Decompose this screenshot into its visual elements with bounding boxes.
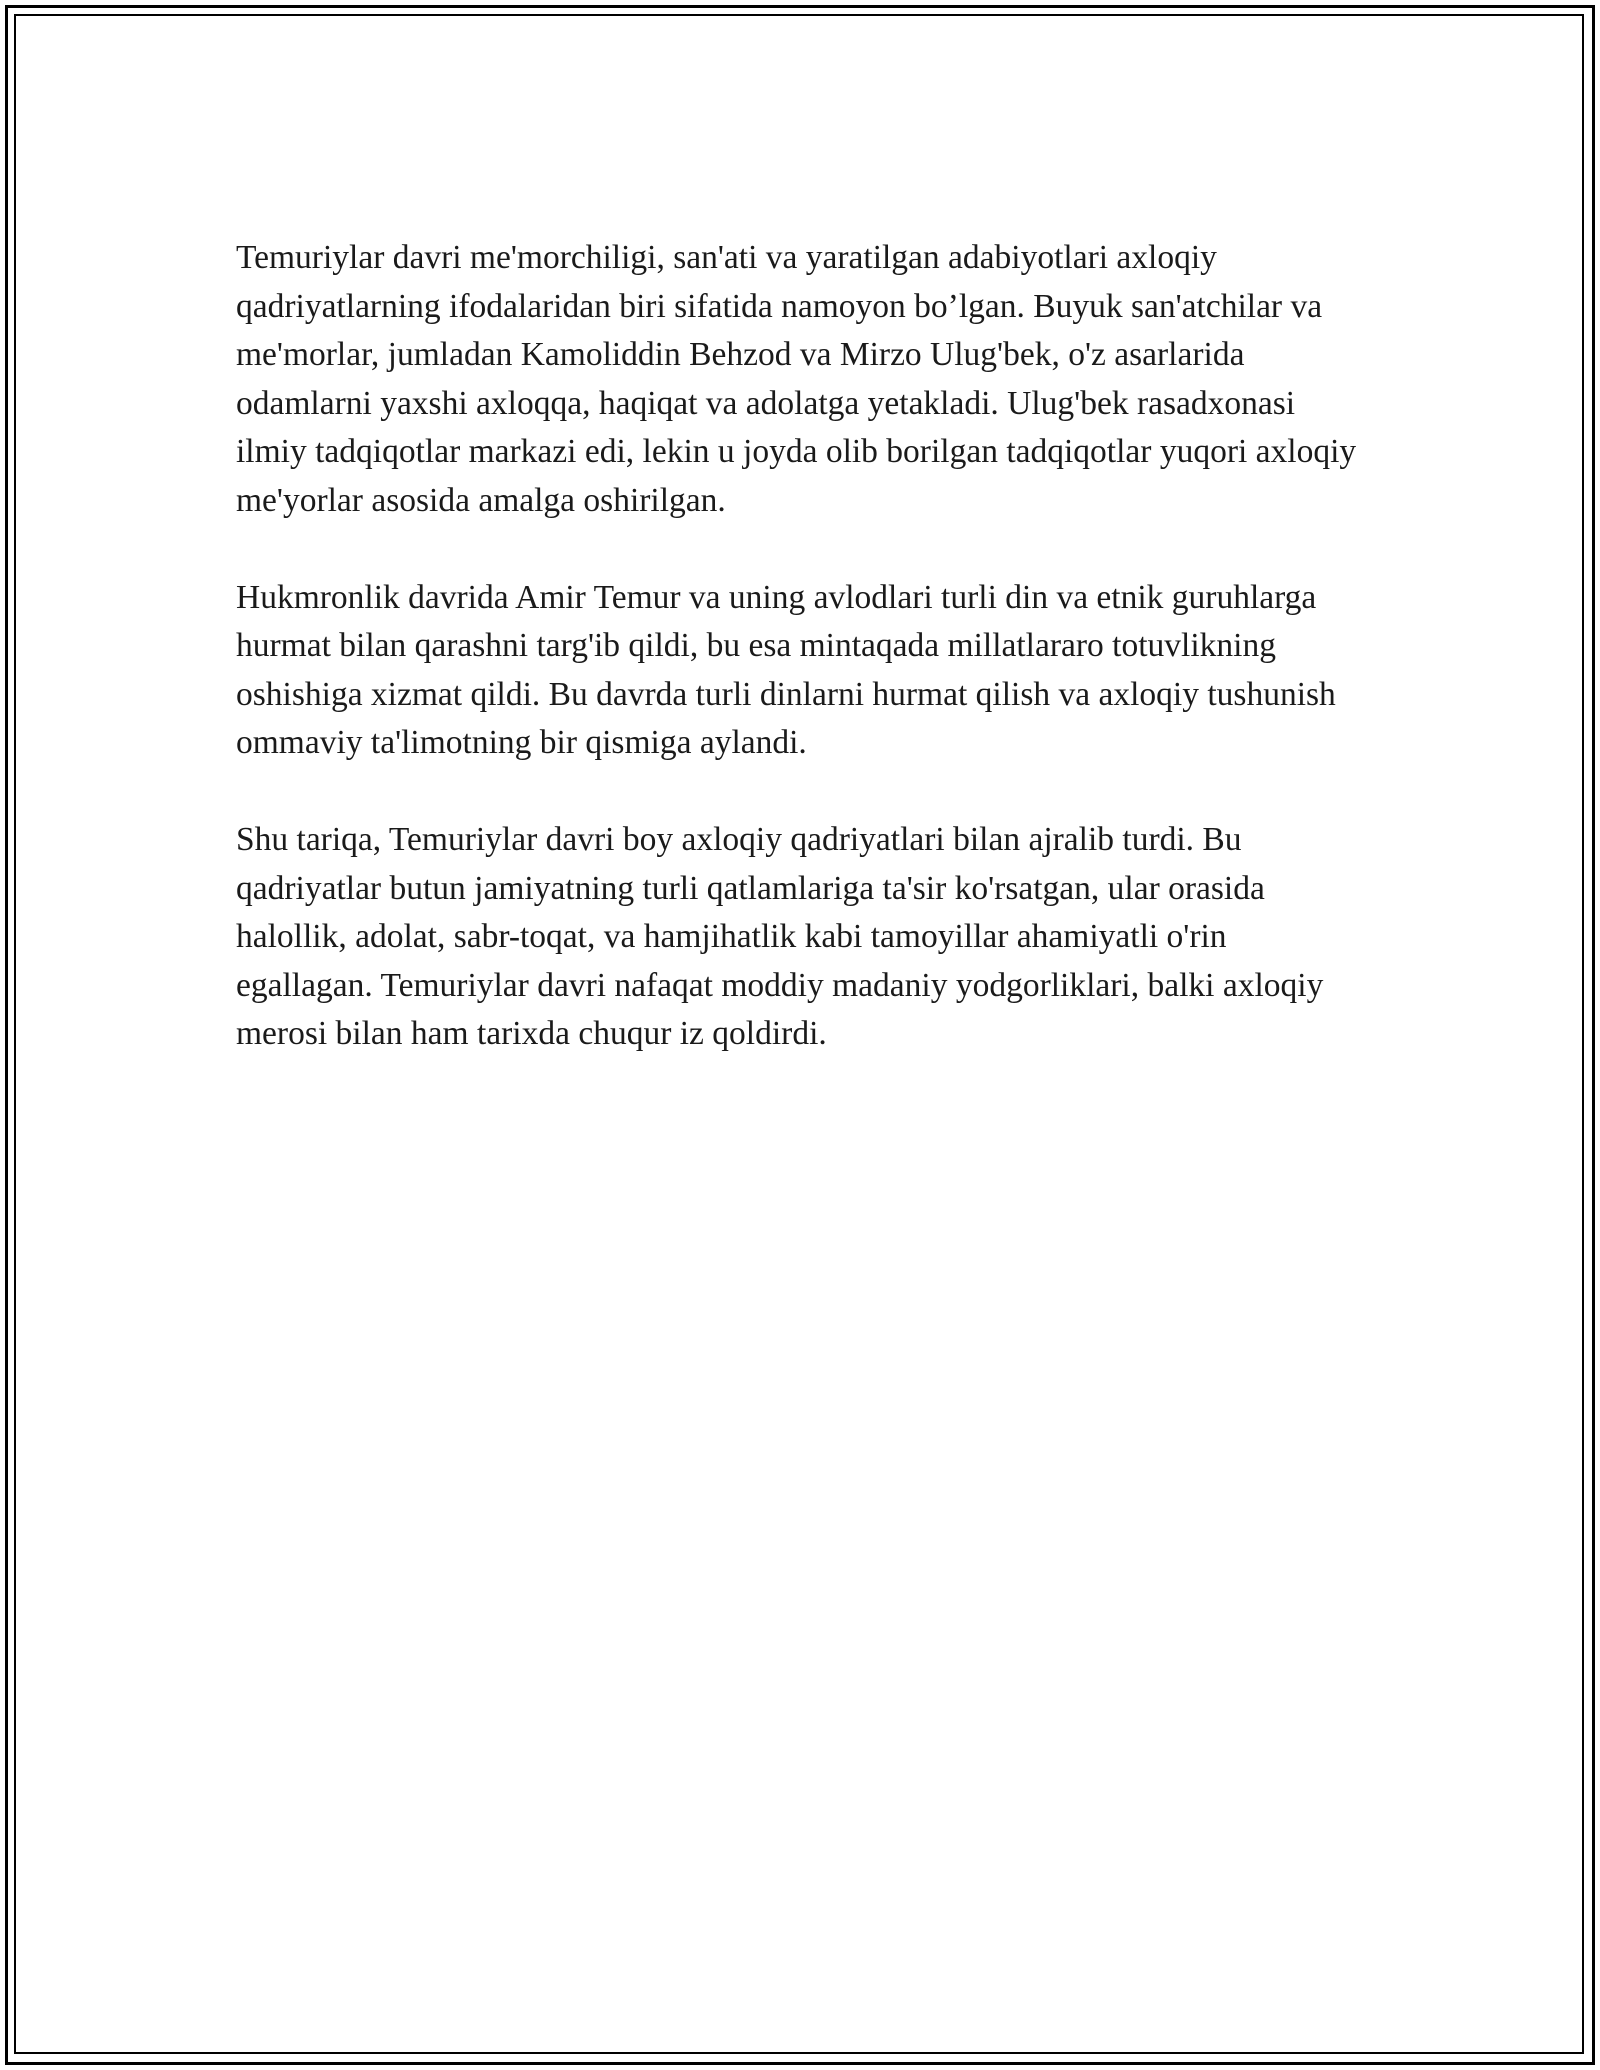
paragraph-3: Shu tariqa, Temuriylar davri boy axloqiy qadriyatlari bilan ajralib turdi. Bu qadriyatlar butun jamiyatning turli qatlamlariga ta'sir ko'rsatgan, ular orasida halollik, adolat, sabr-toqat, va hamjihatlik kabi tamoyillar ahamiyatli o'rin egallagan. Temuriylar davri nafaqat moddiy madaniy yodgorliklari, balki axloqiy merosi bilan ham tarixda chuqur iz qoldirdi.	[236, 821, 1324, 1052]
paragraph-1: Temuriylar davri me'morchiligi, san'ati va yaratilgan adabiyotlari axloqiy qadriyatlarning ifodalaridan biri sifatida namoyon bo’lgan. Buyuk san'atchilar va me'morlar, jumladan Kamoliddin Behzod va Mirzo Ulug'bek, o'z asarlarida odamlarni yaxshi axloqqa, haqiqat va adolatga yetakladi. Ulug'bek rasadxonasi ilmiy tadqiqotlar markazi edi, lekin u joyda olib borilgan tadqiqotlar yuqori axloqiy me'yorlar asosida amalga oshirilgan.	[236, 239, 1357, 519]
paragraph-2: Hukmronlik davrida Amir Temur va uning avlodlari turli din va etnik guruhlarga hurmat bilan qarashni targ'ib qildi, bu esa mintaqada millatlararo totuvlikning oshishiga xizmat qildi. Bu davrda turli dinlarni hurmat qilish va axloqiy tushunish ommaviy ta'limotning bir qismiga aylandi.	[236, 578, 1336, 761]
document-body	[236, 234, 1366, 1059]
